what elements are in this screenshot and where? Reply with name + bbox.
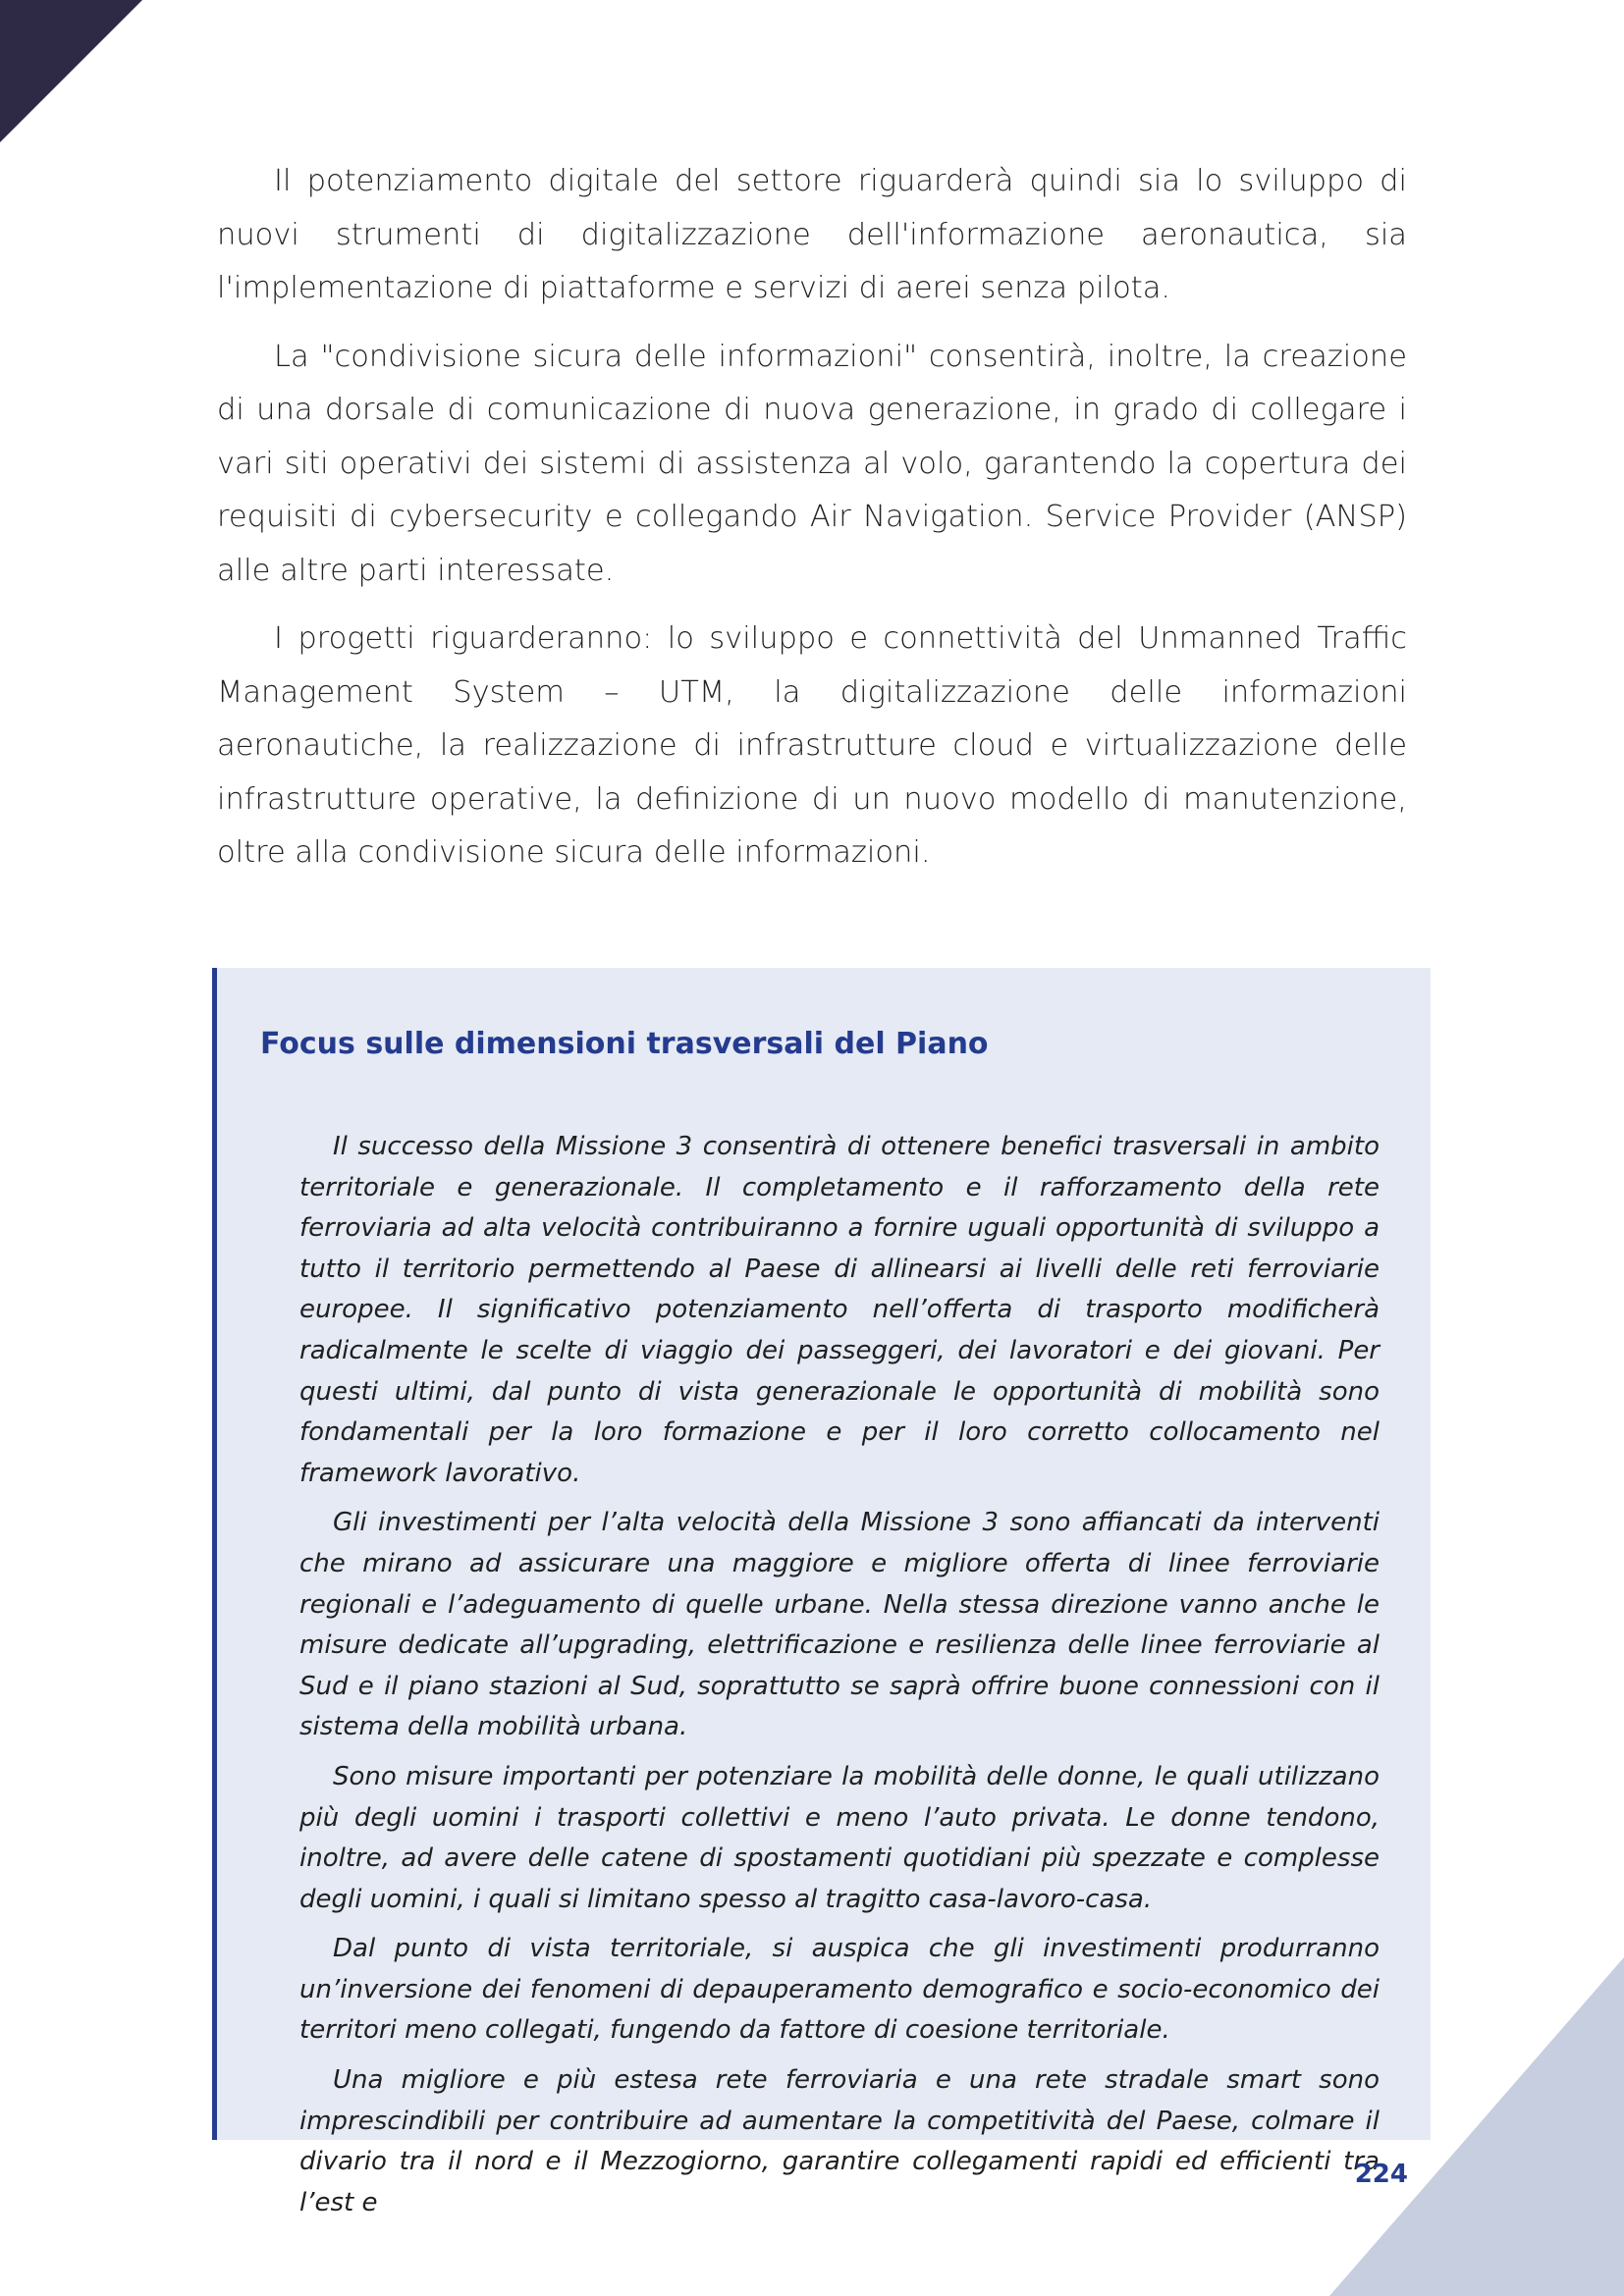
body-paragraph: La "condivisione sicura delle informazioni" consentirà, inoltre, la creazione di una dorsale di comunicazione di nuova generazione, in grado di collegare i vari siti operativi dei sistemi di assistenza al volo, garantendo la copertura dei requisiti di cybersecurity e collegando Air Navigation. Service Provider (ANSP) alle altre parti interessate. [217, 339, 1407, 588]
focus-paragraph: Sono misure importanti per potenziare la mobilità delle donne, le quali utilizzano più degli uomini i trasporti collettivi e meno l’auto privata. Le donne tendono, inoltre, ad avere delle catene di spostamenti quotidiani più spezzate e complesse degli uomini, i quali si limitano spesso al tragitto casa-lavoro-casa. [299, 1761, 1380, 1914]
page-number: 224 [1354, 2160, 1408, 2189]
body-text [217, 155, 1407, 895]
focus-paragraph: Una migliore e più estesa rete ferroviaria e una rete stradale smart sono imprescindibili per contribuire ad aumentare la competitività del Paese, colmare il divario tra il nord e il Mezzogiorno, garantire collegamenti rapidi ed efficienti tra l’est e [299, 2065, 1380, 2217]
body-paragraph: Il potenziamento digitale del settore riguarderà quindi sia lo sviluppo di nuovi strumenti di digitalizzazione dell'informazione aeronautica, sia l'implementazione di piattaforme e servizi di aerei senza pilota. [217, 164, 1407, 305]
focus-paragraph: Dal punto di vista territoriale, si auspica che gli investimenti produrranno un’inversione dei fenomeni di depauperamento demografico e socio-economico dei territori meno collegati, fungendo da fattore di coesione territoriale. [299, 1934, 1380, 2046]
focus-paragraph: Gli investimenti per l’alta velocità della Missione 3 sono affiancati da interventi che mirano ad assicurare una maggiore e migliore offerta di linee ferroviarie regionali e l’adeguamento di quelle urbane. Nella stessa direzione vanno anche le misure dedicate all’upgrading, elettrificazione e resilienza delle linee ferroviarie al Sud e il piano stazioni al Sud, soprattutto se saprà offrire buone connessioni con il sistema della mobilità urbana. [299, 1508, 1380, 1742]
body-paragraph: I progetti riguarderanno: lo sviluppo e connettività del Unmanned Traffic Management System – UTM, la digitalizzazione delle informazioni aeronautiche, la realizzazione di infrastrutture cloud e virtualizzazione delle infrastrutture operative, la definizione di un nuovo modello di manutenzione, oltre alla condivisione sicura delle informazioni. [217, 621, 1407, 870]
focus-body [299, 1127, 1380, 2232]
focus-title: Focus sulle dimensioni trasversali del Piano [260, 1027, 989, 1061]
corner-decoration-bottom-right [1329, 1957, 1624, 2296]
focus-paragraph: Il successo della Missione 3 consentirà di ottenere benefici trasversali in ambito territoriale e generazionale. Il completamento e il rafforzamento della rete ferroviaria ad alta velocità contribuiranno a fornire uguali opportunità di sviluppo a tutto il territorio permettendo al Paese di allinearsi ai livelli delle reti ferroviarie europee. Il significativo potenziamento nell’offerta di trasporto modificherà radicalmente le scelte di viaggio dei passeggeri, dei lavoratori e dei giovani. Per questi ultimi, dal punto di vista generazionale le opportunità di mobilità sono fondamentali per la loro formazione e per il loro corretto collocamento nel framework lavorativo. [299, 1132, 1380, 1488]
corner-decoration-top-left [0, 0, 142, 142]
